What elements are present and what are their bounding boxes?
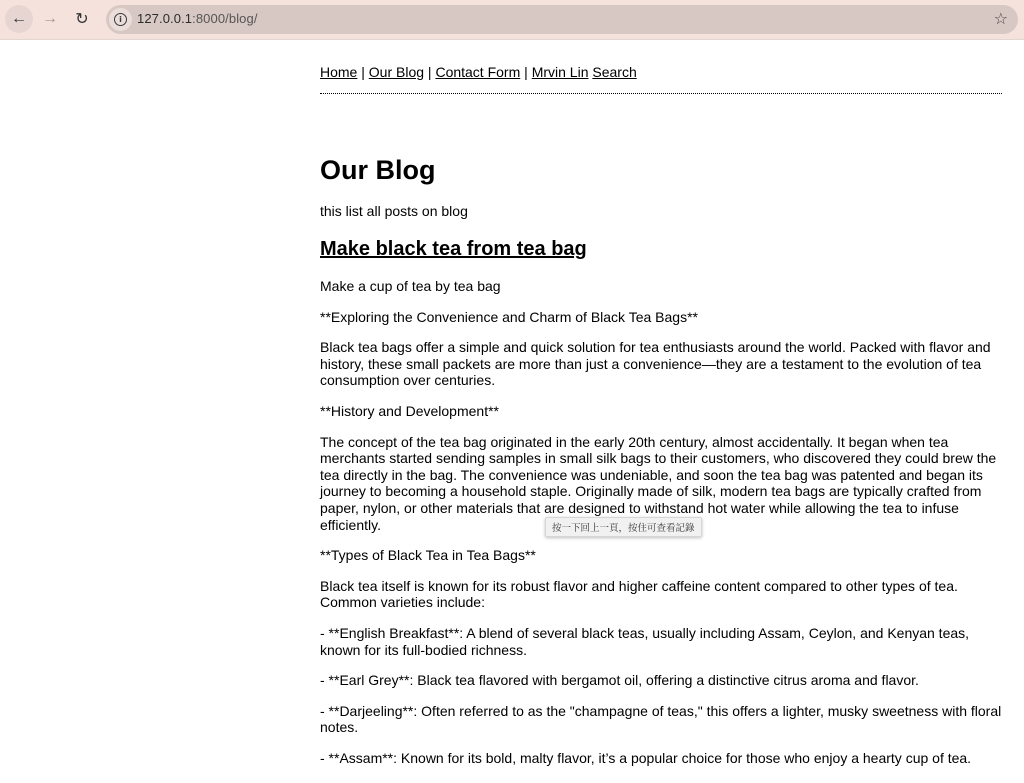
post-paragraph: - **English Breakfast**: A blend of several black teas, usually including Assam, Ceylon, and Kenyan teas, known for its full-bodied richness. [320,624,970,658]
post-paragraph: Black tea itself is known for its robust flavor and higher caffeine content compared to other types of tea. Common varieties include: [320,577,958,611]
browser-toolbar [0,0,1024,40]
post-paragraph: **Types of Black Tea in Tea Bags** [320,547,536,564]
site-info-button[interactable] [109,8,132,31]
arrow-left-icon: ← [11,10,27,27]
post-paragraph: - **Assam**: Known for its bold, malty flavor, it’s a popular choice for those who enjoy a hearty cup of tea. [320,749,972,766]
post-title-link[interactable]: Make black tea from tea bag [320,238,587,260]
reload-button[interactable] [68,5,96,33]
blog-post [320,237,1004,766]
nav-link-search[interactable]: Search [592,64,637,80]
back-button[interactable] [5,5,33,33]
bookmark-star-icon[interactable]: ☆ [993,9,1008,28]
nav-link-our-blog[interactable]: Our Blog [368,64,425,80]
post-paragraph: - **Darjeeling**: Often referred to as the "champagne of teas," this offers a lighter, musky sweetness with floral notes. [320,702,1002,736]
url-path: :8000/blog/ [192,11,258,26]
top-navigation [320,63,1002,94]
forward-button[interactable] [36,5,64,33]
post-paragraph: - **Earl Grey**: Black tea flavored with bergamot oil, offering a distinctive citrus aroma and flavor. [320,672,919,689]
page-content [320,40,1004,766]
info-icon: i [114,13,127,26]
arrow-right-icon: → [42,10,58,27]
page-title: Our Blog [320,155,436,185]
nav-link-user[interactable]: Mrvin Lin [531,64,589,80]
post-paragraph: Make a cup of tea by tea bag [320,278,501,294]
post-paragraph: **History and Development** [320,402,499,419]
nav-separator: | [424,64,436,80]
url-host: 127.0.0.1 [137,11,193,26]
url-text[interactable] [137,11,258,26]
reload-icon: ↻ [75,11,89,28]
post-paragraph: **Exploring the Convenience and Charm of Black Tea Bags** [320,308,698,325]
address-bar[interactable] [106,5,1018,34]
nav-link-contact-form[interactable]: Contact Form [435,64,521,80]
nav-link-home[interactable]: Home [320,64,358,80]
back-button-tooltip: 按一下回上一頁，按住可查看記錄 [545,517,702,537]
page-intro: this list all posts on blog [320,203,468,219]
nav-separator: | [520,64,532,80]
post-title [320,237,1004,261]
post-paragraph: The concept of the tea bag originated in the early 20th century, almost accidentally. It began when tea merchants started sending samples in small silk bags to their customers, who discovered they could brew the tea directly in the bag. The convenience was undeniable, and soon the tea bag was patented and began its journey to becoming a household staple. Originally made of silk, modern tea bags are typically crafted from paper, nylon, or other materials that are designed to withstand hot water while allowing the tea to infuse efficiently. [320,433,997,533]
nav-separator: | [357,64,369,80]
post-paragraph: Black tea bags offer a simple and quick solution for tea enthusiasts around the world. Packed with flavor and history, these small packets are more than just a convenience—they are a testament to the evolution of tea consumption over centuries. [320,339,991,389]
